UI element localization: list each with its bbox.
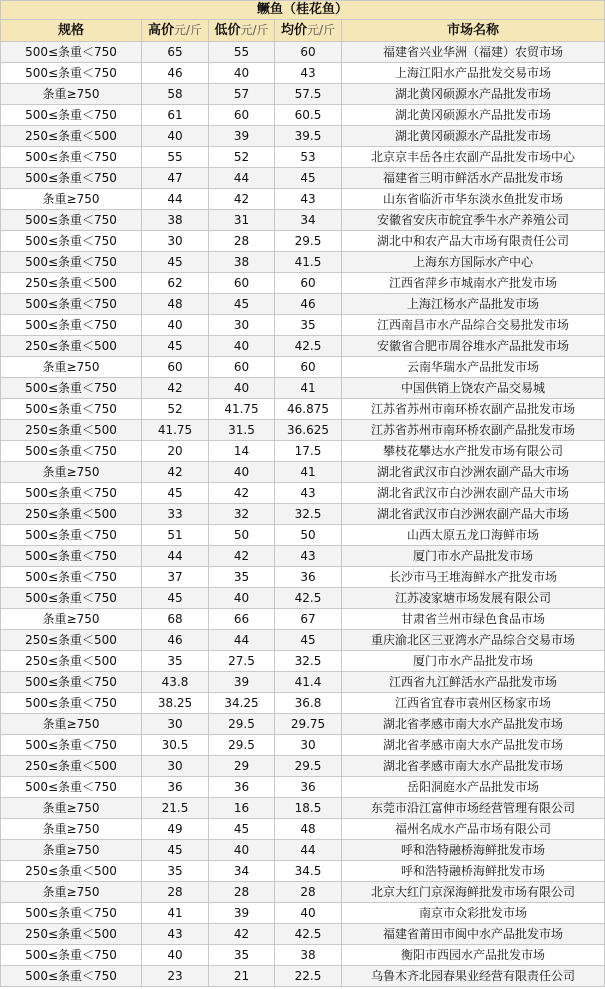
header-low-label: 低价 [214,23,241,38]
cell-low: 14 [209,441,275,462]
cell-high: 35 [142,651,209,672]
cell-avg: 34 [275,210,342,231]
cell-spec: 250≤条重＜500 [1,273,142,294]
cell-market: 衡阳市西园水产品批发市场 [342,945,605,966]
cell-avg: 41 [275,378,342,399]
cell-market: 湖北黄冈硕源水产品批发市场 [342,105,605,126]
header-avg-unit: 元/斤 [306,23,336,37]
cell-low: 34 [209,861,275,882]
cell-low: 42 [209,546,275,567]
cell-market: 江西省萍乡市城南水产批发市场 [342,273,605,294]
cell-market: 湖北黄冈硕源水产品批发市场 [342,84,605,105]
cell-avg: 42.5 [275,924,342,945]
cell-market: 安徽省安庆市皖宜季牛水产养殖公司 [342,210,605,231]
cell-avg: 60 [275,273,342,294]
cell-low: 39 [209,126,275,147]
table-row [1,735,605,756]
cell-high: 65 [142,42,209,63]
cell-spec: 500≤条重＜750 [1,168,142,189]
cell-high: 30.5 [142,735,209,756]
cell-spec: 条重≥750 [1,840,142,861]
cell-market: 福州名成水产品市场有限公司 [342,819,605,840]
cell-spec: 500≤条重＜750 [1,693,142,714]
cell-low: 34.25 [209,693,275,714]
cell-high: 49 [142,819,209,840]
cell-high: 23 [142,966,209,987]
table-row [1,210,605,231]
cell-avg: 60 [275,42,342,63]
cell-spec: 250≤条重＜500 [1,861,142,882]
cell-high: 44 [142,546,209,567]
cell-high: 46 [142,630,209,651]
cell-high: 61 [142,105,209,126]
cell-market: 南京市众彩批发市场 [342,903,605,924]
cell-avg: 42.5 [275,336,342,357]
table-row [1,336,605,357]
cell-low: 55 [209,42,275,63]
cell-low: 50 [209,525,275,546]
cell-high: 58 [142,84,209,105]
cell-low: 60 [209,273,275,294]
table-row [1,294,605,315]
cell-spec: 250≤条重＜500 [1,336,142,357]
table-row [1,189,605,210]
cell-avg: 46.875 [275,399,342,420]
cell-low: 28 [209,882,275,903]
cell-market: 江西省宜春市袁州区杨家市场 [342,693,605,714]
cell-spec: 250≤条重＜500 [1,924,142,945]
cell-spec: 250≤条重＜500 [1,504,142,525]
cell-market: 攀枝花攀达水产批发市场有限公司 [342,441,605,462]
cell-spec: 500≤条重＜750 [1,399,142,420]
cell-spec: 条重≥750 [1,189,142,210]
cell-low: 40 [209,336,275,357]
cell-market: 厦门市水产品批发市场 [342,651,605,672]
cell-high: 45 [142,252,209,273]
cell-low: 60 [209,105,275,126]
cell-spec: 500≤条重＜750 [1,210,142,231]
cell-avg: 45 [275,630,342,651]
table-row [1,609,605,630]
cell-low: 60 [209,357,275,378]
cell-avg: 30 [275,735,342,756]
cell-spec: 500≤条重＜750 [1,315,142,336]
cell-market: 湖北省孝感市南大水产品批发市场 [342,735,605,756]
cell-spec: 500≤条重＜750 [1,252,142,273]
cell-avg: 40 [275,903,342,924]
cell-avg: 29.75 [275,714,342,735]
cell-high: 47 [142,168,209,189]
cell-spec: 500≤条重＜750 [1,777,142,798]
table-title: 鳜鱼（桂花鱼） [1,1,605,20]
cell-high: 42 [142,462,209,483]
cell-high: 43.8 [142,672,209,693]
cell-avg: 57.5 [275,84,342,105]
cell-market: 呼和浩特融桥海鲜批发市场 [342,840,605,861]
cell-high: 35 [142,861,209,882]
cell-market: 长沙市马王堆海鲜水产批发市场 [342,567,605,588]
cell-high: 41 [142,903,209,924]
cell-market: 江苏凌家塘市场发展有限公司 [342,588,605,609]
table-row [1,504,605,525]
cell-high: 41.75 [142,420,209,441]
table-row [1,315,605,336]
cell-market: 上海江阳水产品批发交易市场 [342,63,605,84]
cell-market: 重庆渝北区三亚湾水产品综合交易市场 [342,630,605,651]
cell-low: 40 [209,840,275,861]
cell-low: 40 [209,378,275,399]
cell-market: 湖北黄冈硕源水产品批发市场 [342,126,605,147]
cell-high: 51 [142,525,209,546]
cell-avg: 17.5 [275,441,342,462]
cell-market: 湖北省孝感市南大水产品批发市场 [342,714,605,735]
table-row [1,105,605,126]
cell-high: 20 [142,441,209,462]
cell-spec: 500≤条重＜750 [1,735,142,756]
cell-high: 45 [142,336,209,357]
cell-market: 上海江杨水产品批发市场 [342,294,605,315]
cell-market: 福建省三明市鲜活水产品批发市场 [342,168,605,189]
cell-market: 厦门市水产品批发市场 [342,546,605,567]
table-row [1,462,605,483]
cell-spec: 条重≥750 [1,798,142,819]
cell-low: 32 [209,504,275,525]
table-row [1,924,605,945]
cell-low: 29.5 [209,714,275,735]
cell-low: 35 [209,567,275,588]
cell-high: 45 [142,840,209,861]
cell-market: 福建省兴业华洲（福建）农贸市场 [342,42,605,63]
cell-high: 38 [142,210,209,231]
cell-market: 呼和浩特融桥海鲜批发市场 [342,861,605,882]
cell-high: 30 [142,231,209,252]
cell-high: 45 [142,483,209,504]
table-row [1,147,605,168]
cell-spec: 条重≥750 [1,819,142,840]
cell-spec: 500≤条重＜750 [1,567,142,588]
cell-market: 上海东方国际水产中心 [342,252,605,273]
cell-spec: 500≤条重＜750 [1,483,142,504]
cell-low: 29.5 [209,735,275,756]
cell-avg: 67 [275,609,342,630]
table-body [1,42,605,987]
header-high-label: 高价 [147,23,174,38]
cell-market: 湖北省武汉市白沙洲农副产品大市场 [342,462,605,483]
cell-avg: 41.5 [275,252,342,273]
header-avg-label: 均价 [280,23,307,38]
cell-market: 北京京丰岳各庄农副产品批发市场中心 [342,147,605,168]
cell-avg: 34.5 [275,861,342,882]
cell-low: 31.5 [209,420,275,441]
cell-spec: 500≤条重＜750 [1,546,142,567]
cell-low: 38 [209,252,275,273]
cell-low: 31 [209,210,275,231]
table-row [1,651,605,672]
cell-avg: 41.4 [275,672,342,693]
table-row [1,882,605,903]
cell-avg: 29.5 [275,231,342,252]
cell-market: 山西太原五龙口海鲜市场 [342,525,605,546]
table-row [1,84,605,105]
cell-low: 28 [209,231,275,252]
cell-avg: 32.5 [275,504,342,525]
cell-low: 40 [209,588,275,609]
cell-high: 40 [142,126,209,147]
table-row [1,441,605,462]
cell-high: 62 [142,273,209,294]
cell-avg: 42.5 [275,588,342,609]
cell-avg: 36 [275,777,342,798]
cell-spec: 条重≥750 [1,714,142,735]
table-row [1,840,605,861]
cell-avg: 43 [275,63,342,84]
cell-high: 28 [142,882,209,903]
cell-spec: 500≤条重＜750 [1,294,142,315]
cell-low: 39 [209,672,275,693]
cell-low: 44 [209,630,275,651]
cell-avg: 39.5 [275,126,342,147]
table-row [1,672,605,693]
cell-high: 52 [142,399,209,420]
cell-avg: 35 [275,315,342,336]
cell-high: 45 [142,588,209,609]
cell-low: 35 [209,945,275,966]
header-low-unit: 元/斤 [240,23,269,37]
cell-avg: 44 [275,840,342,861]
table-row [1,420,605,441]
table-row [1,378,605,399]
table-row [1,567,605,588]
cell-market: 甘肃省兰州市绿色食品市场 [342,609,605,630]
table-row [1,819,605,840]
table-row [1,42,605,63]
cell-low: 40 [209,462,275,483]
cell-spec: 500≤条重＜750 [1,378,142,399]
cell-avg: 29.5 [275,756,342,777]
cell-avg: 50 [275,525,342,546]
cell-spec: 条重≥750 [1,882,142,903]
table-row [1,357,605,378]
cell-high: 55 [142,147,209,168]
cell-high: 40 [142,315,209,336]
cell-avg: 43 [275,483,342,504]
table-row [1,693,605,714]
cell-low: 42 [209,924,275,945]
cell-low: 45 [209,819,275,840]
cell-market: 安徽省合肥市周谷堆水产品批发市场 [342,336,605,357]
column-header-high [142,20,209,42]
table-row [1,756,605,777]
column-header-spec: 规格 [1,20,142,42]
cell-market: 江西省九江鲜活水产品批发市场 [342,672,605,693]
cell-market: 中国供销上饶农产品交易城 [342,378,605,399]
cell-spec: 条重≥750 [1,609,142,630]
cell-market: 云南华瑞水产品批发市场 [342,357,605,378]
cell-high: 30 [142,714,209,735]
cell-spec: 500≤条重＜750 [1,105,142,126]
cell-high: 30 [142,756,209,777]
column-header-avg [275,20,342,42]
table-row [1,273,605,294]
column-header-market: 市场名称 [342,20,605,42]
cell-market: 乌鲁木齐北园春果业经营有限责任公司 [342,966,605,987]
cell-low: 21 [209,966,275,987]
cell-market: 岳阳洞庭水产品批发市场 [342,777,605,798]
cell-high: 37 [142,567,209,588]
cell-spec: 250≤条重＜500 [1,126,142,147]
table-row [1,588,605,609]
cell-spec: 500≤条重＜750 [1,42,142,63]
cell-avg: 60 [275,357,342,378]
cell-avg: 43 [275,189,342,210]
cell-low: 57 [209,84,275,105]
cell-low: 27.5 [209,651,275,672]
cell-spec: 500≤条重＜750 [1,63,142,84]
cell-avg: 18.5 [275,798,342,819]
cell-spec: 250≤条重＜500 [1,630,142,651]
cell-spec: 条重≥750 [1,462,142,483]
table-row [1,777,605,798]
cell-low: 45 [209,294,275,315]
cell-avg: 22.5 [275,966,342,987]
table-row [1,525,605,546]
table-row [1,966,605,987]
cell-low: 39 [209,903,275,924]
cell-avg: 38 [275,945,342,966]
cell-low: 66 [209,609,275,630]
table-row [1,903,605,924]
cell-spec: 500≤条重＜750 [1,903,142,924]
cell-spec: 条重≥750 [1,84,142,105]
cell-market: 江苏省苏州市南环桥农副产品批发市场 [342,420,605,441]
cell-avg: 36 [275,567,342,588]
cell-high: 48 [142,294,209,315]
cell-spec: 500≤条重＜750 [1,672,142,693]
cell-spec: 500≤条重＜750 [1,231,142,252]
cell-low: 40 [209,63,275,84]
cell-market: 山东省临沂市华东淡水鱼批发市场 [342,189,605,210]
cell-avg: 53 [275,147,342,168]
cell-avg: 43 [275,546,342,567]
cell-market: 北京大红门京深海鲜批发市场有限公司 [342,882,605,903]
cell-market: 湖北省孝感市南大水产品批发市场 [342,756,605,777]
table-row [1,168,605,189]
cell-spec: 500≤条重＜750 [1,441,142,462]
cell-avg: 28 [275,882,342,903]
header-high-unit: 元/斤 [173,23,203,37]
cell-high: 40 [142,945,209,966]
table-row [1,630,605,651]
cell-spec: 500≤条重＜750 [1,147,142,168]
cell-avg: 46 [275,294,342,315]
cell-avg: 48 [275,819,342,840]
cell-market: 湖北省武汉市白沙洲农副产品大市场 [342,483,605,504]
cell-low: 44 [209,168,275,189]
cell-spec: 500≤条重＜750 [1,525,142,546]
cell-avg: 32.5 [275,651,342,672]
table-row [1,714,605,735]
cell-market: 江西南昌市水产品综合交易批发市场 [342,315,605,336]
cell-low: 30 [209,315,275,336]
cell-high: 44 [142,189,209,210]
cell-high: 42 [142,378,209,399]
cell-market: 湖北省武汉市白沙洲农副产品大市场 [342,504,605,525]
cell-low: 52 [209,147,275,168]
cell-spec: 250≤条重＜500 [1,420,142,441]
table-row [1,126,605,147]
cell-high: 21.5 [142,798,209,819]
cell-high: 43 [142,924,209,945]
cell-low: 42 [209,189,275,210]
cell-low: 29 [209,756,275,777]
cell-market: 江苏省苏州市南环桥农副产品批发市场 [342,399,605,420]
table-row [1,861,605,882]
cell-high: 46 [142,63,209,84]
cell-low: 41.75 [209,399,275,420]
cell-avg: 41 [275,462,342,483]
cell-avg: 45 [275,168,342,189]
cell-spec: 500≤条重＜750 [1,588,142,609]
cell-market: 湖北中和农产品大市场有限责任公司 [342,231,605,252]
table-row [1,399,605,420]
cell-spec: 条重≥750 [1,357,142,378]
cell-spec: 500≤条重＜750 [1,966,142,987]
cell-low: 16 [209,798,275,819]
column-header-low [209,20,275,42]
cell-spec: 250≤条重＜500 [1,756,142,777]
table-row [1,63,605,84]
cell-avg: 60.5 [275,105,342,126]
cell-low: 42 [209,483,275,504]
table-row [1,231,605,252]
cell-spec: 500≤条重＜750 [1,945,142,966]
cell-avg: 36.8 [275,693,342,714]
cell-market: 东莞市沿江富伸市场经营管理有限公司 [342,798,605,819]
cell-spec: 250≤条重＜500 [1,651,142,672]
cell-avg: 36.625 [275,420,342,441]
table-row [1,945,605,966]
table-row [1,546,605,567]
cell-high: 33 [142,504,209,525]
cell-high: 38.25 [142,693,209,714]
table-row [1,252,605,273]
cell-low: 36 [209,777,275,798]
table-row [1,798,605,819]
table-row [1,483,605,504]
cell-market: 福建省莆田市闽中水产品批发市场 [342,924,605,945]
cell-high: 60 [142,357,209,378]
cell-high: 68 [142,609,209,630]
cell-high: 36 [142,777,209,798]
